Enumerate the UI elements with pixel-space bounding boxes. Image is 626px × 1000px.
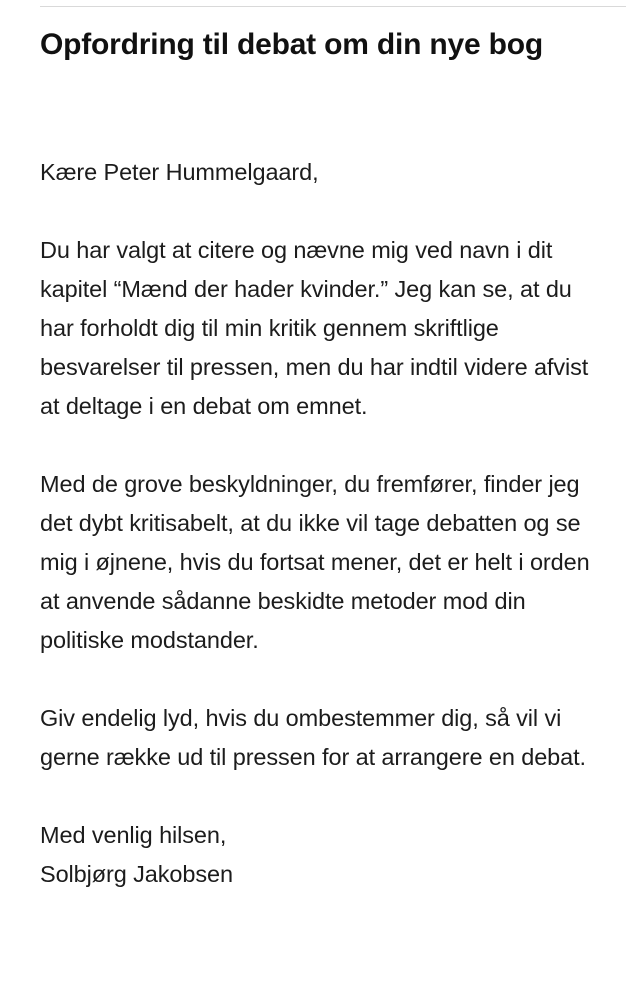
letter-body [40,153,600,894]
paragraph-2: Med de grove beskyldninger, du fremfører, finder jeg det dybt kritisabelt, at du ikke vil tage debatten og se mig i øjnene, hvis du fortsat mener, det er helt i orden at anvende sådanne beskidte metoder mod din politiske modstander. [40,471,590,653]
salutation: Kære Peter Hummelgaard, [40,159,319,185]
closing-block [40,816,600,894]
letter-title: Opfordring til debat om din nye bog [40,28,543,61]
closing: Med venlig hilsen, [40,822,227,848]
paragraph-1: Du har valgt at citere og nævne mig ved navn i dit kapitel “Mænd der hader kvinder.” Jeg kan se, at du har forholdt dig til min kritik gennem skriftlige besvarelser til pressen, men du har indtil videre afvist at deltage i en debat om emnet. [40,237,589,419]
signature: Solbjørg Jakobsen [40,861,233,887]
paragraph-3: Giv endelig lyd, hvis du ombestemmer dig, så vil vi gerne række ud til pressen for at arrangere en debat. [40,705,586,770]
top-divider [40,6,626,7]
